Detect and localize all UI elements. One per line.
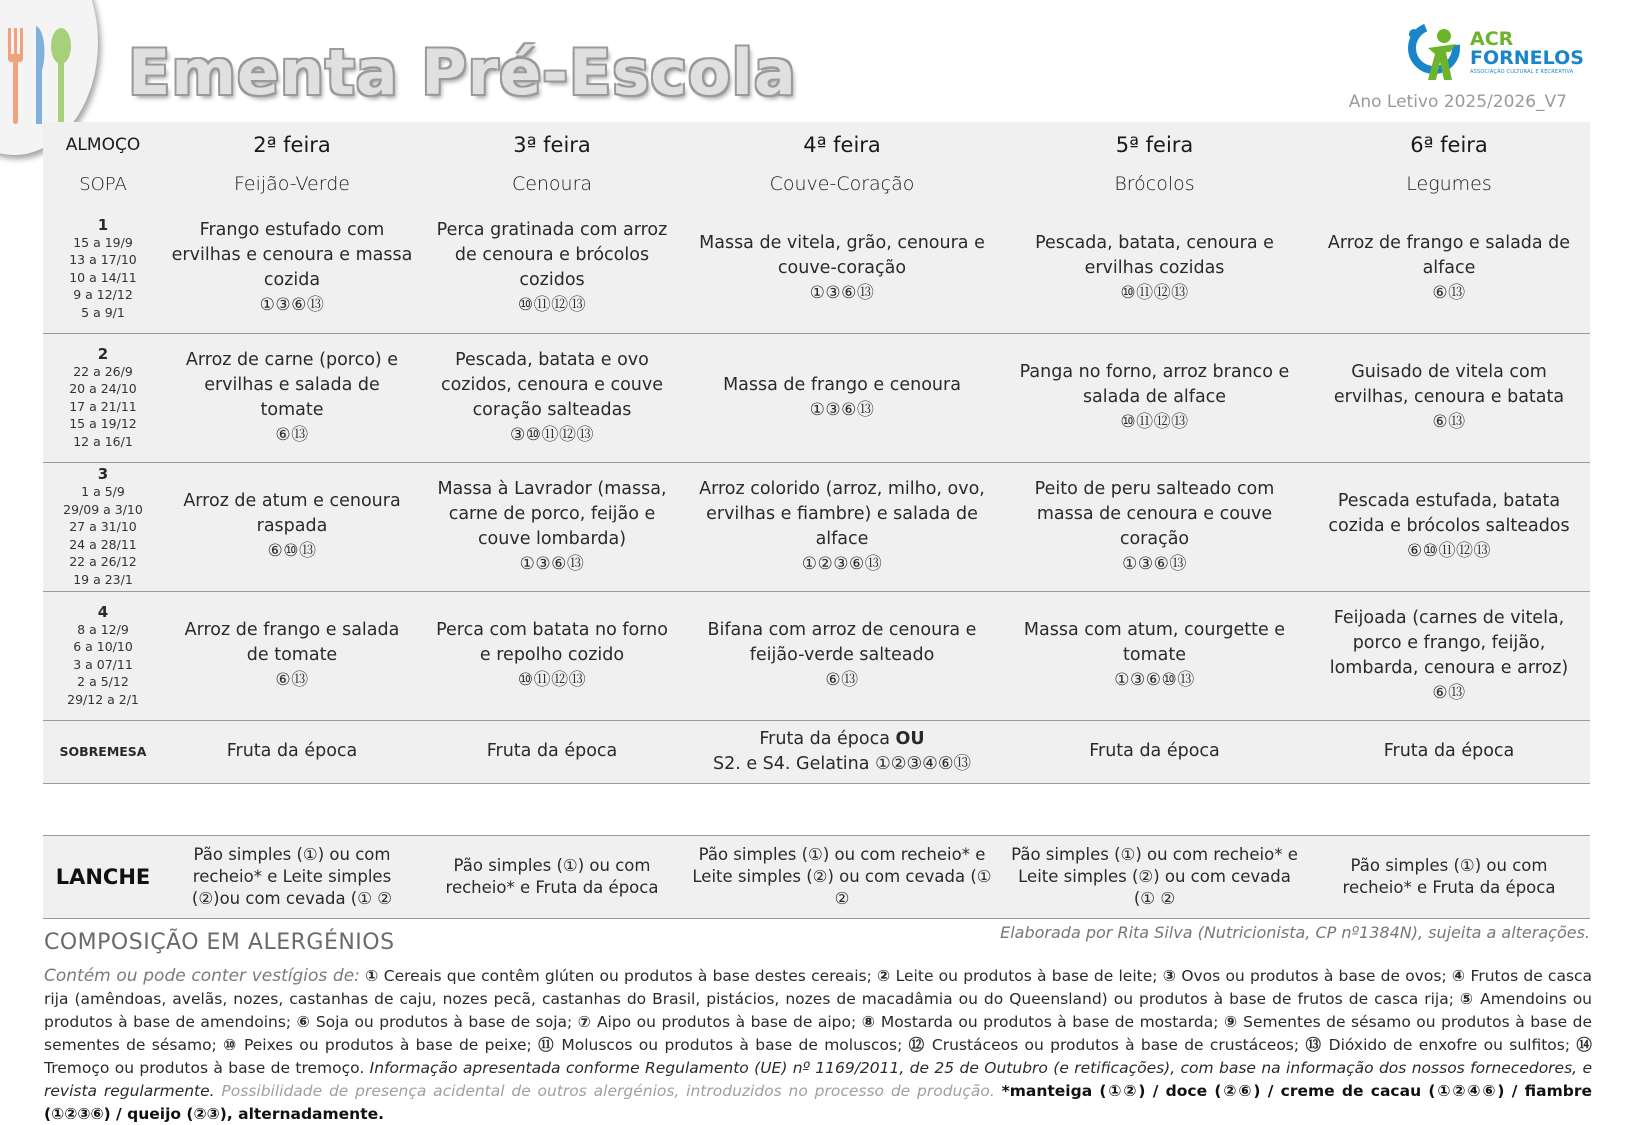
dish-name: Perca gratinada com arroz de cenoura e brócolos cozidos: [436, 220, 668, 291]
dish-cell: [1001, 333, 1308, 462]
week-date-range: 22 a 26/12: [69, 554, 137, 569]
week-row: [43, 333, 1590, 462]
dish-cell: [421, 462, 683, 591]
week-date-range: 1 a 5/9: [81, 484, 125, 499]
allergen-description: Tremoço ou produtos à base de tremoço.: [44, 1059, 365, 1077]
dish-name: Arroz de atum e cenoura raspada: [183, 491, 401, 536]
week-number: 2: [97, 344, 109, 363]
day-header-row: [43, 122, 1590, 164]
dish-cell: [163, 333, 421, 462]
dish-allergens: ⑥⑬: [825, 670, 859, 690]
dish-cell: [421, 591, 683, 720]
soup-cell: Brócolos: [1001, 164, 1308, 204]
dish-cell: [683, 462, 1001, 591]
dessert-cell: [421, 720, 683, 783]
week-cell: [43, 462, 163, 591]
dish-name: Perca com batata no forno e repolho cozido: [436, 620, 668, 665]
dish-name: Pescada estufada, batata cozida e brócolos salteados: [1328, 491, 1570, 536]
soup-label: SOPA: [43, 164, 163, 204]
dessert-text: Fruta da época: [226, 741, 358, 761]
dish-cell: [1308, 204, 1590, 333]
dish-cell: [1001, 462, 1308, 591]
dish-cell: [163, 204, 421, 333]
snack-table: [43, 835, 1590, 919]
dish-allergens: ①③⑥⑬: [1122, 553, 1187, 574]
week-number: 3: [97, 465, 109, 483]
allergen-number: ②: [877, 967, 891, 985]
dish-name: Pescada, batata e ovo cozidos, cenoura e couve coração salteadas: [440, 349, 664, 420]
week-date-range: 27 a 31/10: [69, 519, 137, 534]
dish-allergens: ①②③⑥⑬: [801, 553, 883, 574]
dish-cell: [1308, 462, 1590, 591]
allergen-description: Cereais que contêm glúten ou produtos à base destes cereais;: [383, 967, 872, 985]
dish-name: Panga no forno, arroz branco e salada de alface: [1019, 362, 1290, 407]
dish-allergens: ⑥⑬: [1432, 282, 1466, 303]
dessert-extra: S2. e S4. Gelatina: [712, 753, 870, 774]
soup-cell: Legumes: [1308, 164, 1590, 204]
dish-name: Bifana com arroz de cenoura e feijão-verde salteado: [707, 620, 977, 665]
week-date-range: 5 a 9/1: [81, 304, 125, 320]
dish-allergens: ①③⑥⑬: [519, 553, 585, 574]
day-header: 3ª feira: [421, 122, 683, 164]
week-cell: [43, 204, 163, 333]
week-date-range: 13 a 17/10: [69, 252, 137, 267]
allergen-description: Soja ou produtos à base de soja;: [315, 1013, 573, 1031]
logo-tagline: ASSOCIAÇÃO CULTURAL E RECREATIVA: [1470, 69, 1574, 75]
dish-allergens: ⑥⑬: [275, 670, 309, 690]
allergens-lead: Contém ou pode conter vestígios de:: [44, 966, 360, 986]
week-date-range: 12 a 16/1: [73, 433, 133, 449]
allergen-number: ⑨: [1223, 1013, 1238, 1031]
week-date-range: 10 a 14/11: [69, 269, 137, 285]
snack-cell: Pão simples (①) ou com recheio* e Fruta da época: [1308, 836, 1590, 919]
dish-allergens: ①③⑥⑬: [809, 282, 875, 303]
allergen-number: ⑦: [577, 1013, 592, 1031]
allergen-number: ⑤: [1459, 990, 1475, 1008]
dish-name: Massa de vitela, grão, cenoura e couve-coração: [699, 232, 985, 278]
allergen-description: Mostarda ou produtos à base de mostarda;: [880, 1013, 1219, 1031]
week-date-range: 24 a 28/11: [69, 536, 137, 552]
regulation-note: Informação apresentada conforme Regulamento (UE) nº 1169/2011, de 25 de Outubro (e retificações), com base na informação dos nossos fornecedores, e revista regularmente.: [44, 1059, 1593, 1100]
cutlery-icon: [0, 0, 80, 130]
lunch-menu-table: [43, 122, 1590, 784]
dish-allergens: ①③⑥⑬: [809, 399, 875, 420]
dish-allergens: ⑩⑪⑫⑬: [517, 670, 587, 690]
allergen-number: ①: [365, 967, 379, 985]
dish-cell: [1001, 204, 1308, 333]
soup-cell: Couve-Coração: [683, 164, 1001, 204]
week-date-range: 15 a 19/12: [69, 416, 137, 432]
soup-row: [43, 164, 1590, 204]
dish-cell: [683, 333, 1001, 462]
dessert-label: SOBREMESA: [43, 720, 163, 783]
dish-name: Arroz de frango e salada de alface: [1327, 232, 1571, 278]
dish-name: Peito de peru salteado com massa de cenoura e couve coração: [1034, 478, 1275, 549]
dish-allergens: ⑩⑪⑫⑬: [1120, 282, 1189, 303]
allergen-number: ⑥: [296, 1013, 311, 1031]
dish-cell: [421, 204, 683, 333]
allergen-number: ⑩: [223, 1036, 238, 1054]
week-cell: [43, 333, 163, 462]
allergens-title: COMPOSIÇÃO EM ALERGÉNIOS: [44, 930, 395, 955]
dish-allergens: ⑥⑬: [275, 424, 309, 445]
dessert-cell: [1001, 720, 1308, 783]
dish-allergens: ⑥⑩⑬: [267, 541, 317, 561]
dessert-cell: [1308, 720, 1590, 783]
week-date-range: 2 a 5/12: [77, 674, 129, 690]
allergen-number: ④: [1451, 967, 1466, 985]
allergen-number: ⑧: [861, 1013, 876, 1031]
dish-allergens: ①③⑥⑬: [259, 295, 325, 316]
snack-cell: Pão simples (①) ou com recheio* e Leite simples (②)ou com cevada (① ②: [163, 836, 421, 919]
snack-cell: Pão simples (①) ou com recheio* e Fruta da época: [421, 836, 683, 919]
dish-name: Arroz de frango e salada de tomate: [184, 620, 400, 665]
logo-acr-text: ACR: [1470, 28, 1514, 50]
dish-cell: [1308, 333, 1590, 462]
dish-cell: [683, 591, 1001, 720]
week-date-range: 15 a 19/9: [73, 234, 133, 250]
allergen-description: Frutos de casca rija (amêndoas, avelãs, nozes, castanhas de caju, nozes pecã, castanhas do Brasil, pistácios, nozes de macadâmia ou do Queensland) ou produtos à base de frutos de casca rija;: [44, 967, 1593, 1008]
week-row: [43, 591, 1590, 720]
dish-name: Arroz de carne (porco) e ervilhas e salada de tomate: [185, 349, 399, 420]
week-date-range: 3 a 07/11: [73, 656, 133, 672]
dessert-text: Fruta da época: [759, 728, 890, 749]
dish-allergens: ⑩⑪⑫⑬: [1120, 412, 1189, 432]
week-date-range: 19 a 23/1: [73, 571, 133, 587]
day-header: 4ª feira: [683, 122, 1001, 164]
dessert-text: Fruta da época: [1089, 741, 1220, 761]
week-date-range: 8 a 12/9: [77, 621, 129, 637]
allergen-description: Aipo ou produtos à base de aipo;: [596, 1013, 857, 1031]
dish-cell: [1308, 591, 1590, 720]
dish-allergens: ⑩⑪⑫⑬: [517, 295, 587, 316]
dish-name: Feijoada (carnes de vitela, porco e frango, feijão, lombarda, cenoura e arroz): [1329, 607, 1569, 678]
dessert-text: Fruta da época: [486, 741, 618, 761]
dessert-cell: [163, 720, 421, 783]
school-year: Ano Letivo 2025/2026_V7: [1348, 92, 1567, 112]
allergens-legend: [44, 965, 1592, 1125]
snack-row: [43, 836, 1590, 919]
dish-cell: [163, 591, 421, 720]
dish-name: Massa de frango e cenoura: [723, 374, 961, 395]
possibility-note: Possibilidade de presença acidental de outros alergénios, introduzidos no processo de produção.: [221, 1082, 995, 1100]
logo-wordmark: [1470, 30, 1584, 75]
dish-cell: [163, 462, 421, 591]
allergen-number: ⑬: [1305, 1036, 1323, 1054]
dish-allergens: ③⑩⑪⑫⑬: [510, 424, 594, 445]
allergen-description: Crustáceos ou produtos à base de crustáceos;: [931, 1036, 1300, 1054]
week-cell: [43, 591, 163, 720]
week-date-range: 9 a 12/12: [73, 287, 133, 302]
week-date-range: 20 a 24/10: [69, 381, 137, 397]
dish-allergens: ⑥⑩⑪⑫⑬: [1407, 541, 1491, 561]
allergen-description: Dióxido de enxofre ou sulfitos;: [1328, 1036, 1571, 1054]
week-date-range: 29/09 a 3/10: [63, 501, 143, 517]
logo-name-text: FORNELOS: [1470, 47, 1584, 69]
snack-cell: Pão simples (①) ou com recheio* e Leite simples (②) ou com cevada (① ②: [1001, 836, 1308, 919]
week-row: [43, 462, 1590, 591]
week-row: [43, 204, 1590, 333]
dish-name: Massa à Lavrador (massa, carne de porco, feijão e couve lombarda): [437, 478, 667, 549]
dish-cell: [1001, 591, 1308, 720]
week-date-range: 22 a 26/9: [73, 363, 133, 379]
allergen-description: Sementes de sésamo ou produtos à base de sementes de sésamo;: [44, 1013, 1593, 1054]
allergen-number: ⑭: [1576, 1036, 1592, 1054]
dessert-text: Fruta da época: [1383, 741, 1515, 761]
dish-cell: [683, 204, 1001, 333]
dish-name: Massa com atum, courgette e tomate: [1023, 620, 1286, 665]
author-note: Elaborada por Rita Silva (Nutricionista, CP nº1384N), sujeita a alterações.: [1000, 923, 1590, 942]
allergen-description: Peixes ou produtos à base de peixe;: [243, 1036, 532, 1054]
dish-name: Frango estufado com ervilhas e cenoura e massa cozida: [171, 220, 413, 291]
week-date-range: 29/12 a 2/1: [67, 691, 139, 707]
allergen-number: ⑫: [908, 1036, 926, 1054]
soup-cell: Cenoura: [421, 164, 683, 204]
allergen-description: Amendoins ou produtos à base de amendoins;: [44, 990, 1592, 1031]
allergen-description: Ovos ou produtos à base de ovos;: [1181, 967, 1447, 985]
dish-name: Arroz colorido (arroz, milho, ovo, ervilhas e fiambre) e salada de alface: [699, 478, 985, 549]
dish-cell: [421, 333, 683, 462]
day-header: 2ª feira: [163, 122, 421, 164]
soup-cell: Feijão-Verde: [163, 164, 421, 204]
filling-notes: *manteiga (①②) / doce (②⑥) / creme de cacau (①②④⑥) / fiambre (①②③⑥) / queijo (②③), alternadamente.: [44, 1082, 1592, 1123]
dessert-or: OU: [895, 728, 925, 749]
dish-allergens: ①③⑥⑩⑬: [1114, 670, 1195, 690]
allergen-number: ⑪: [538, 1036, 556, 1054]
dessert-row: [43, 720, 1590, 783]
lunch-label: ALMOÇO: [43, 122, 163, 164]
dessert-cell: [683, 720, 1001, 783]
week-date-range: 17 a 21/11: [69, 398, 137, 414]
dish-allergens: ⑥⑬: [1432, 682, 1466, 703]
week-number: 4: [97, 602, 109, 621]
dish-allergens: ⑥⑬: [1432, 412, 1466, 432]
dish-name: Guisado de vitela com ervilhas, cenoura e batata: [1333, 362, 1565, 407]
day-header: 6ª feira: [1308, 122, 1590, 164]
week-date-range: 6 a 10/10: [73, 639, 133, 655]
page-title: Ementa Pré-Escola: [128, 36, 797, 109]
allergen-number: ③: [1162, 967, 1177, 985]
week-number: 1: [97, 215, 109, 234]
snack-cell: Pão simples (①) ou com recheio* e Leite simples (②) ou com cevada (① ②: [683, 836, 1001, 919]
dessert-allergens: ①②③④⑥⑬: [875, 753, 972, 774]
allergen-description: Leite ou produtos à base de leite;: [895, 967, 1158, 985]
allergen-description: Moluscos ou produtos à base de moluscos;: [561, 1036, 903, 1054]
snack-label: LANCHE: [43, 836, 163, 919]
dish-name: Pescada, batata, cenoura e ervilhas cozidas: [1035, 232, 1274, 278]
day-header: 5ª feira: [1001, 122, 1308, 164]
